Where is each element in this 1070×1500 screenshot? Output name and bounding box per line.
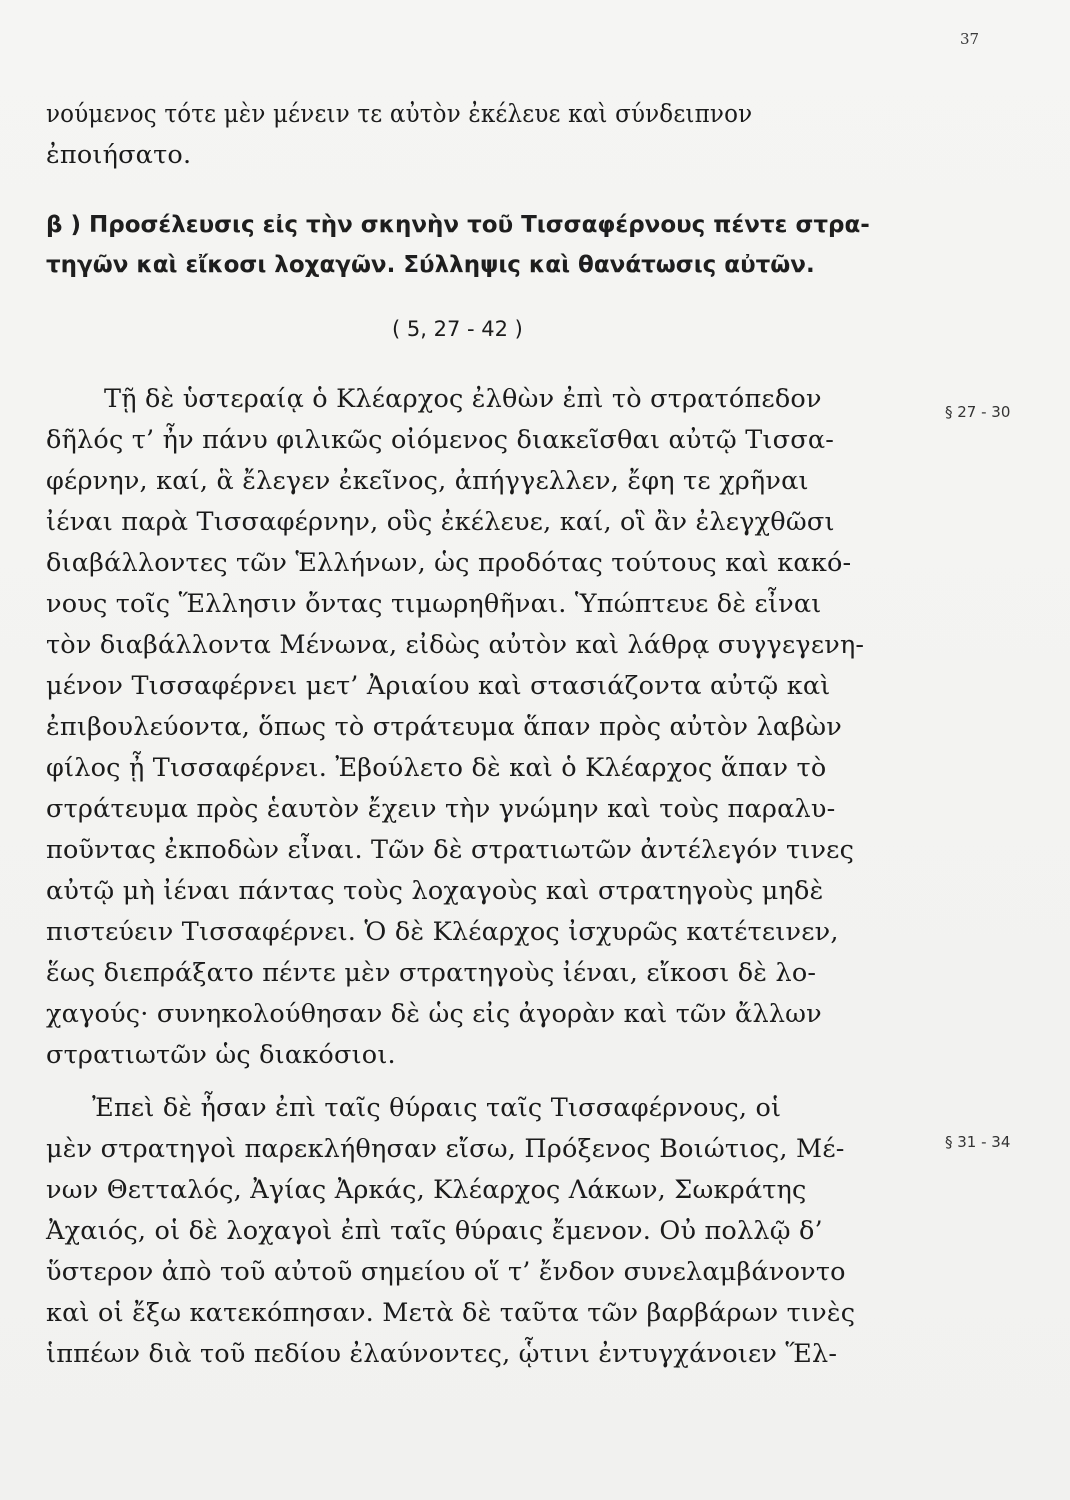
text-line: ἱππέων διὰ τοῦ πεδίου ἐλαύνοντες, ᾧτινι ἐντυγχάνοιεν Ἕλ- (46, 1339, 838, 1369)
text-line: τὸν διαβάλλοντα Μένωνα, εἰδὼς αὐτὸν καὶ λάθρᾳ συγγεγενη- (46, 630, 865, 660)
text-line: Τῇ δὲ ὑστεραίᾳ ὁ Κλέαρχος ἐλθὼν ἐπὶ τὸ στρατόπεδον (104, 384, 822, 414)
section-heading-line-2: τηγῶν καὶ εἴκοσι λοχαγῶν. Σύλληψις καὶ θανάτωσις αὐτῶν. (46, 252, 815, 278)
text-line: ὕστερον ἀπὸ τοῦ αὐτοῦ σημείου οἵ τ’ ἔνδον συνελαμβάνοντο (46, 1257, 846, 1287)
text-line: καὶ οἱ ἔξω κατεκόπησαν. Μετὰ δὲ ταῦτα τῶν βαρβάρων τινὲς (46, 1298, 856, 1328)
text-line: φέρνην, καί, ἃ ἔλεγεν ἐκεῖνος, ἀπήγγελλεν, ἔφη τε χρῆναι (46, 466, 809, 496)
text-line: νων Θετταλός, Ἀγίας Ἀρκάς, Κλέαρχος Λάκων, Σωκράτης (46, 1175, 807, 1205)
text-line: στράτευμα πρὸς ἑαυτὸν ἔχειν τὴν γνώμην καὶ τοὺς παραλυ- (46, 794, 836, 824)
text-line: νους τοῖς Ἕλλησιν ὄντας τιμωρηθῆναι. Ὑπώπτευε δὲ εἶναι (46, 589, 822, 619)
text-line: ποῦντας ἐκποδὼν εἶναι. Τῶν δὲ στρατιωτῶν ἀντέλεγόν τινες (46, 835, 855, 865)
text-line: ἐπιβουλεύοντα, ὅπως τὸ στράτευμα ἅπαν πρὸς αὐτὸν λαβὼν (46, 712, 842, 742)
section-heading-line-1: β ) Προσέλευσις εἰς τὴν σκηνὴν τοῦ Τισσαφέρνους πέντε στρα- (46, 212, 870, 238)
text-line: στρατιωτῶν ὡς διακόσιοι. (46, 1040, 396, 1070)
margin-note-27-30: § 27 - 30 (945, 403, 1011, 421)
page-number: 37 (960, 30, 980, 48)
text-line: ἐποιήσατο. (46, 140, 192, 170)
text-line: πιστεύειν Τισσαφέρνει. Ὁ δὲ Κλέαρχος ἰσχυρῶς κατέτεινεν, (46, 917, 839, 947)
text-line: ἰέναι παρὰ Τισσαφέρνην, οὓς ἐκέλευε, καί, οἳ ἂν ἐλεγχθῶσι (46, 507, 835, 537)
text-line: αὐτῷ μὴ ἰέναι πάντας τοὺς λοχαγοὺς καὶ στρατηγοὺς μηδὲ (46, 876, 824, 906)
text-line: Ἀχαιός, οἱ δὲ λοχαγοὶ ἐπὶ ταῖς θύραις ἔμενον. Οὐ πολλῷ δ’ (46, 1216, 823, 1246)
text-line: χαγούς· συνηκολούθησαν δὲ ὡς εἰς ἀγορὰν καὶ τῶν ἄλλων (46, 999, 822, 1029)
text-line: νούμενος τότε μὲν μένειν τε αὐτὸν ἐκέλευε καὶ σύνδειπνον (46, 99, 753, 129)
text-line: ἕως διεπράξατο πέντε μὲν στρατηγοὺς ἰέναι, εἴκοσι δὲ λο- (46, 958, 817, 988)
text-line: φίλος ᾖ Τισσαφέρνει. Ἐβούλετο δὲ καὶ ὁ Κλέαρχος ἅπαν τὸ (46, 753, 827, 783)
text-line: Ἐπεὶ δὲ ἦσαν ἐπὶ ταῖς θύραις ταῖς Τισσαφέρνους, οἱ (92, 1093, 782, 1123)
text-line: διαβάλλοντες τῶν Ἑλλήνων, ὡς προδότας τούτους καὶ κακό- (46, 548, 852, 578)
section-reference: ( 5, 27 - 42 ) (392, 317, 523, 341)
text-line: δῆλός τ’ ἦν πάνυ φιλικῶς οἰόμενος διακεῖσθαι αὐτῷ Τισσα- (46, 425, 835, 455)
text-line: μένον Τισσαφέρνει μετ’ Ἀριαίου καὶ στασιάζοντα αὐτῷ καὶ (46, 671, 831, 701)
text-line: μὲν στρατηγοὶ παρεκλήθησαν εἴσω, Πρόξενος Βοιώτιος, Μέ- (46, 1134, 845, 1164)
margin-note-31-34: § 31 - 34 (945, 1133, 1011, 1151)
